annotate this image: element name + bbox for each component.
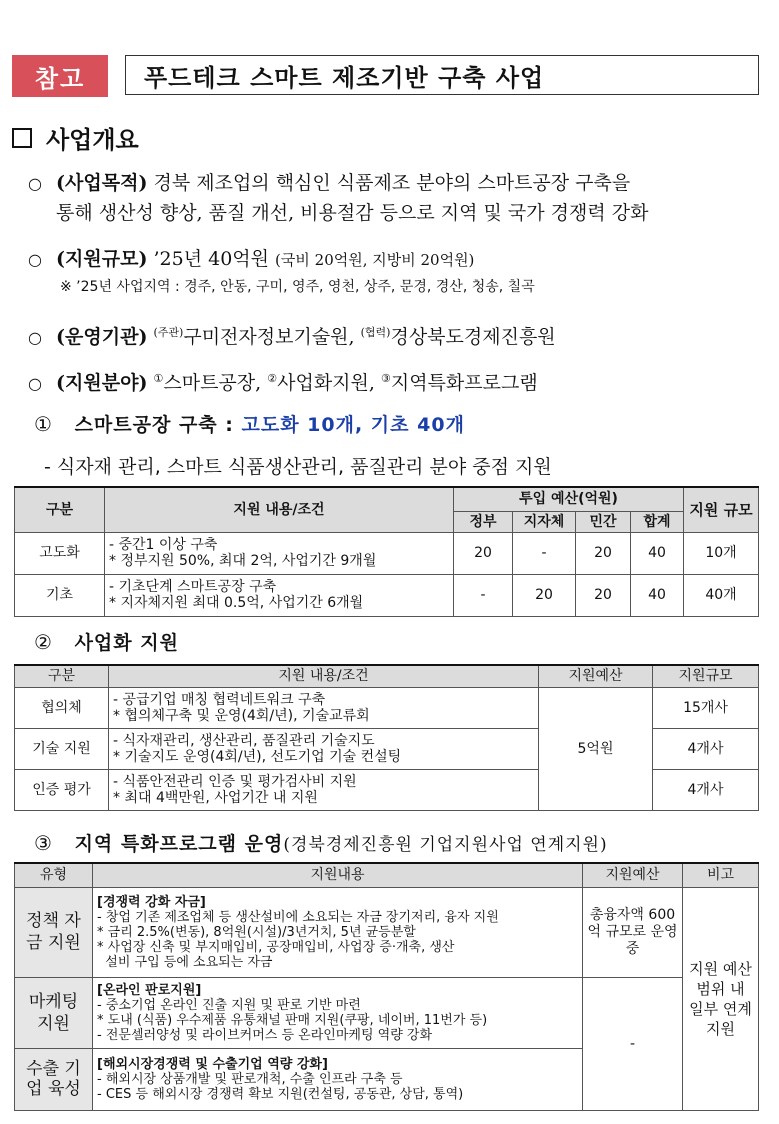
smart-row1-cond2: * 정부지원 50%, 최대 2억, 사업기간 9개월 bbox=[109, 553, 377, 569]
commercial-budget: 5억원 bbox=[539, 687, 653, 810]
regional-row3-type: 수출 기업 육성 bbox=[15, 1048, 93, 1110]
regional-row2-line1: - 중소기업 온라인 진출 지원 및 판로 기반 마련 bbox=[97, 997, 361, 1013]
table-row bbox=[15, 687, 759, 728]
regional-table bbox=[14, 862, 759, 1111]
regional-header-type: 유형 bbox=[15, 863, 93, 887]
regional-header-content: 지원내용 bbox=[93, 863, 583, 887]
commercial-row2-scale: 4개사 bbox=[653, 728, 759, 769]
smart-header-budget: 투입 예산(억원) bbox=[454, 487, 684, 511]
commercial-row3-cond2: * 최대 4백만원, 사업기간 내 지원 bbox=[113, 789, 318, 806]
regional-row2-line3: - 전문셀러양성 및 라이브커머스 등 온라인마케팅 역량 강화 bbox=[97, 1027, 433, 1043]
regional-row1-line2: * 금리 2.5%(변동), 8억원(시설)/3년거치, 5년 균등분할 bbox=[97, 924, 416, 940]
commercial-header-scale: 지원규모 bbox=[653, 665, 759, 687]
regional-row1-line3: * 사업장 신축 및 부지매입비, 공장매입비, 사업장 증·개축, 생산 bbox=[97, 939, 455, 955]
field3-num: ③ bbox=[380, 372, 391, 385]
smart-row2-total: 40 bbox=[631, 574, 684, 616]
regional-note: 지원 예산 범위 내 일부 연계 지원 bbox=[683, 887, 759, 1110]
scale-note: ※ ’25년 사업지역 : 경주, 안동, 구미, 영주, 영천, 상주, 문경, 경산, 청송, 칠곡 bbox=[60, 279, 535, 295]
regional-row1-line4: 설비 구입 등에 소요되는 자금 bbox=[97, 954, 273, 970]
org-main: 구미전자정보기술원, bbox=[183, 326, 355, 348]
regional-row2-line2: * 도내 (식품) 우수제품 유통채널 판매 지원(쿠팡, 네이버, 11번가 등) bbox=[97, 1012, 488, 1028]
smart-num: ① bbox=[34, 412, 53, 436]
page-title: 푸드테크 스마트 제조기반 구축 사업 bbox=[125, 55, 759, 95]
table-row bbox=[15, 977, 759, 1048]
fields-label: (지원분야) bbox=[56, 372, 148, 394]
regional-row2-budget: - bbox=[583, 977, 683, 1110]
regional-row3-title: [해외시장경쟁력 및 수출기업 역량 강화] bbox=[97, 1056, 328, 1072]
field1-num: ① bbox=[153, 372, 164, 385]
field1: 스마트공장, bbox=[163, 372, 262, 394]
circle-bullet-icon: ○ bbox=[28, 174, 42, 193]
regional-row1-line1: - 창업 기존 제조업체 등 생산설비에 소요되는 자금 장기저리, 융자 지원 bbox=[97, 909, 499, 925]
commercial-row2-cond2: * 기술지도 운영(4회/년), 선도기업 기술 컨설팅 bbox=[113, 748, 402, 765]
smart-highlight: 고도화 10개, 기초 40개 bbox=[241, 414, 465, 436]
reference-badge: 참고 bbox=[12, 55, 108, 97]
square-bullet-icon bbox=[12, 128, 32, 148]
regional-heading-text: 지역 특화프로그램 운영 bbox=[74, 833, 284, 855]
commercial-row1-cond1: - 공급기업 매칭 협력네트워크 구축 bbox=[113, 691, 326, 708]
smart-header-total: 합계 bbox=[631, 511, 684, 532]
table-row bbox=[15, 887, 759, 977]
smart-header-local: 지자체 bbox=[513, 511, 576, 532]
smart-row1-type: 고도화 bbox=[15, 532, 105, 574]
regional-row1-type: 정책 자금 지원 bbox=[15, 887, 93, 977]
regional-row3-line2: - CES 등 해외시장 경쟁력 확보 지원(컨설팅, 공동관, 상담, 통역) bbox=[97, 1086, 464, 1102]
purpose-line2: 통해 생산성 향상, 품질 개선, 비용절감 등으로 지역 및 국가 경쟁력 강화 bbox=[56, 202, 649, 224]
regional-header-note: 비고 bbox=[683, 863, 759, 887]
regional-num: ③ bbox=[34, 831, 53, 855]
smart-row1-scale: 10개 bbox=[684, 532, 759, 574]
fields-item bbox=[28, 364, 538, 399]
circle-bullet-icon: ○ bbox=[28, 250, 42, 269]
commercial-header-budget: 지원예산 bbox=[539, 665, 653, 687]
table-row bbox=[15, 532, 759, 574]
commercial-num: ② bbox=[34, 630, 53, 654]
smart-row1-local: - bbox=[513, 532, 576, 574]
purpose-line1: 경북 제조업의 핵심인 식품제조 분야의 스마트공장 구축을 bbox=[153, 172, 631, 194]
field2-num: ② bbox=[267, 372, 278, 385]
org-partner: 경상북도경제진흥원 bbox=[390, 326, 556, 348]
commercial-row3-type: 인증 평가 bbox=[15, 769, 109, 810]
commercial-row2-cond1: - 식자재관리, 생산관리, 품질관리 기술지도 bbox=[113, 732, 375, 749]
circle-bullet-icon: ○ bbox=[28, 328, 42, 347]
regional-row1-budget: 총융자액 600억 규모로 운영 중 bbox=[583, 887, 683, 977]
commercial-row1-scale: 15개사 bbox=[653, 687, 759, 728]
smart-row2-type: 기초 bbox=[15, 574, 105, 616]
smart-desc: - 식자재 관리, 스마트 식품생산관리, 품질관리 분야 중점 지원 bbox=[44, 456, 552, 478]
regional-heading bbox=[34, 829, 608, 856]
smart-factory-table bbox=[14, 486, 759, 617]
smart-row1-private: 20 bbox=[576, 532, 631, 574]
commercial-heading-text: 사업화 지원 bbox=[74, 632, 179, 654]
smart-header-gov: 정부 bbox=[454, 511, 513, 532]
commercial-row3-cond1: - 식품안전관리 인증 및 평가검사비 지원 bbox=[113, 773, 357, 790]
smart-factory-heading bbox=[34, 410, 465, 437]
smart-row2-cond2: * 지자체지원 최대 0.5억, 사업기간 6개월 bbox=[109, 595, 364, 611]
section-heading bbox=[12, 120, 139, 155]
section-heading-text: 사업개요 bbox=[46, 126, 139, 154]
org-partner-tag: (협력) bbox=[360, 326, 391, 339]
regional-row2-type: 마케팅 지원 bbox=[15, 977, 93, 1048]
field3: 지역특화프로그램 bbox=[390, 372, 538, 394]
smart-row1-gov: 20 bbox=[454, 532, 513, 574]
scale-item bbox=[28, 244, 474, 275]
smart-row2-cond1: - 기초단계 스마트공장 구축 bbox=[109, 579, 277, 595]
smart-header-scale: 지원 규모 bbox=[684, 487, 759, 532]
commercial-row3-scale: 4개사 bbox=[653, 769, 759, 810]
smart-row2-gov: - bbox=[454, 574, 513, 616]
scale-detail: (국비 20억원, 지방비 20억원) bbox=[275, 251, 475, 269]
commercial-row1-cond2: * 협의체구축 및 운영(4회/년), 기술교류회 bbox=[113, 707, 370, 724]
smart-header-type: 구분 bbox=[15, 487, 105, 532]
commercial-header-type: 구분 bbox=[15, 665, 109, 687]
table-row bbox=[15, 574, 759, 616]
regional-row3-line1: - 해외시장 상품개발 및 판로개척, 수출 인프라 구축 등 bbox=[97, 1071, 403, 1087]
regional-header-budget: 지원예산 bbox=[583, 863, 683, 887]
smart-header-cond: 지원 내용/조건 bbox=[105, 487, 454, 532]
smart-row2-private: 20 bbox=[576, 574, 631, 616]
org-main-tag: (주관) bbox=[153, 326, 184, 339]
scale-label: (지원규모) bbox=[56, 248, 148, 270]
smart-header-private: 민간 bbox=[576, 511, 631, 532]
commercial-header-cond: 지원 내용/조건 bbox=[109, 665, 539, 687]
smart-row2-scale: 40개 bbox=[684, 574, 759, 616]
commercial-table bbox=[14, 664, 759, 811]
commercial-row1-type: 협의체 bbox=[15, 687, 109, 728]
scale-amount: ’25년 40억원 bbox=[153, 248, 269, 270]
purpose-label: (사업목적) bbox=[56, 172, 148, 194]
commercial-row2-type: 기술 지원 bbox=[15, 728, 109, 769]
regional-sub: (경북경제진흥원 기업지원사업 연계지원) bbox=[283, 835, 608, 855]
regional-row2-title: [온라인 판로지원] bbox=[97, 982, 202, 998]
org-item bbox=[28, 318, 556, 353]
smart-row1-cond1: - 중간1 이상 구축 bbox=[109, 537, 218, 553]
commercial-heading bbox=[34, 628, 179, 655]
purpose-item bbox=[28, 168, 773, 199]
smart-heading-text: 스마트공장 구축 : bbox=[74, 414, 234, 436]
field2: 사업화지원, bbox=[277, 372, 375, 394]
smart-row2-local: 20 bbox=[513, 574, 576, 616]
regional-row1-title: [경쟁력 강화 자금] bbox=[97, 894, 206, 910]
smart-row1-total: 40 bbox=[631, 532, 684, 574]
org-label: (운영기관) bbox=[56, 326, 148, 348]
circle-bullet-icon: ○ bbox=[28, 374, 42, 393]
